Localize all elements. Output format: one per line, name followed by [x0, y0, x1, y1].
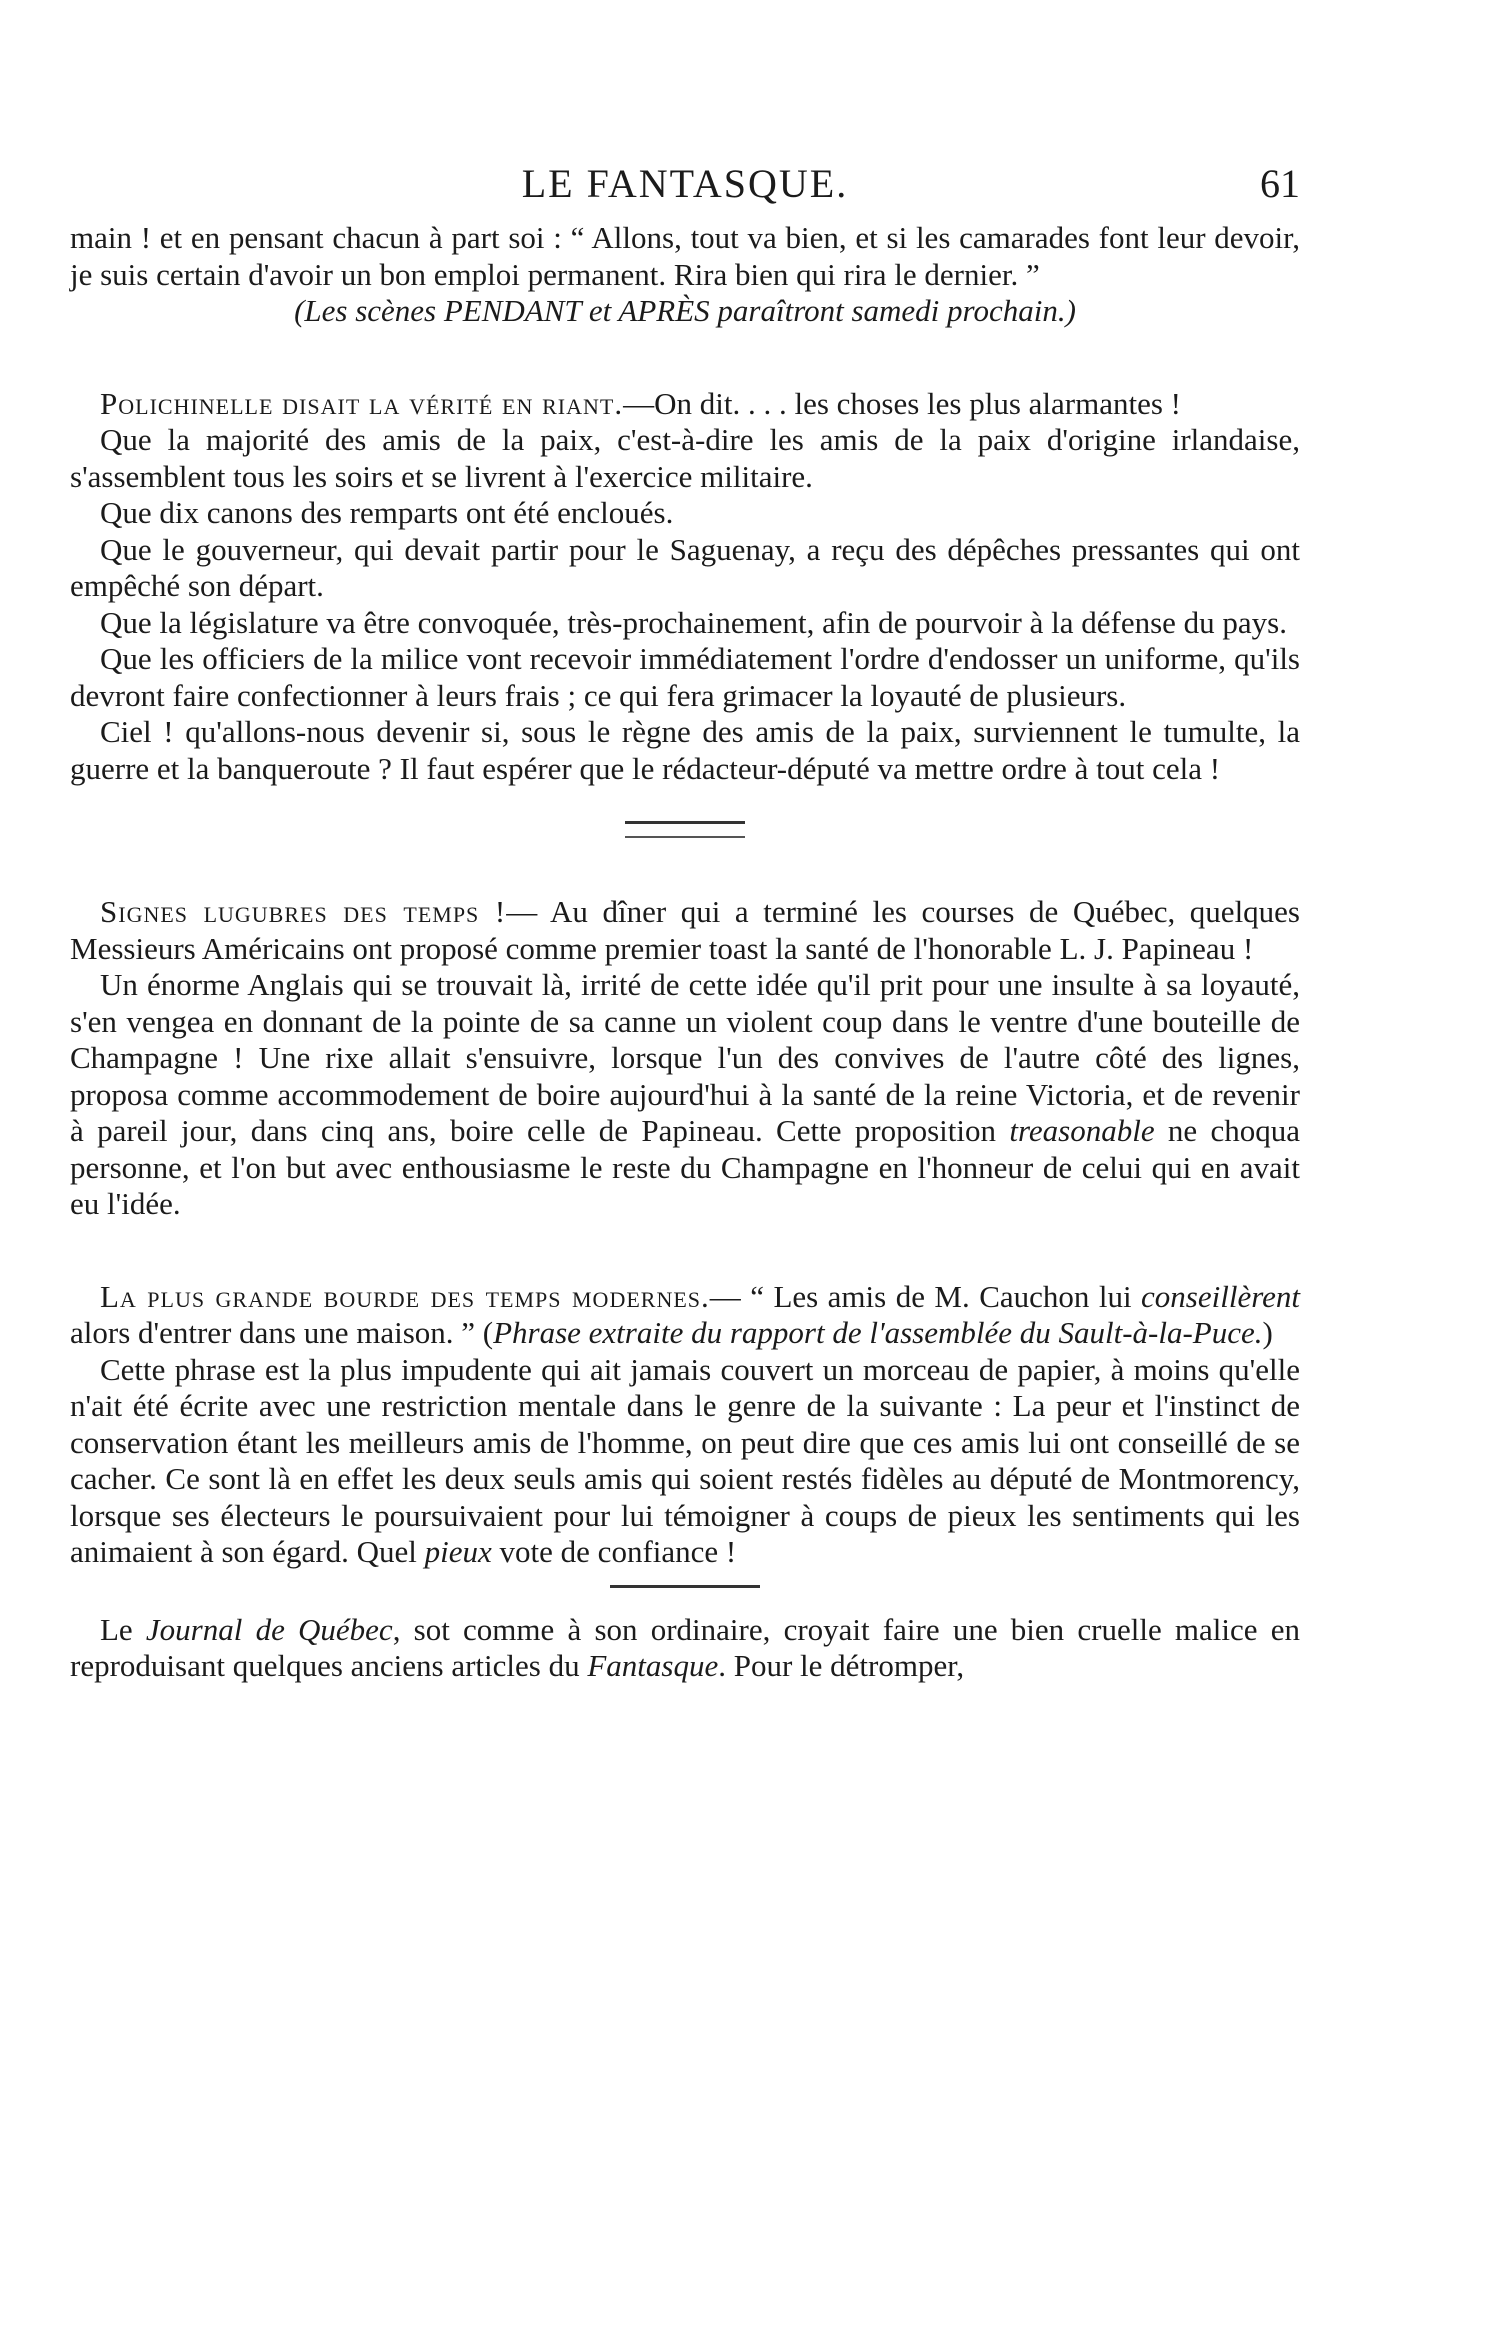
- article-paragraph: Cette phrase est la plus impudente qui ait jamais couvert un morceau de papier, à moins qu'elle n'ait été écrite avec une restriction mentale dans le genre de la suivante : La peur et l'instinct de conservation étant les meilleurs amis de l'homme, on peut dire que ces amis lui ont conseillé de se cacher. Ce sont là en effet les deux seuls amis qui soient restés fidèles au député de Montmorency, lorsque ses électeurs le poursuivaient pour lui témoigner à coups de pieux les sentiments qui les animaient à son égard. Quel pieux vote de confiance !: [70, 1351, 1300, 1569]
- editorial-note: (Les scènes PENDANT et APRÈS paraîtront samedi prochain.): [294, 293, 1076, 328]
- continued-paragraph: main ! et en pensant chacun à part soi : “ Allons, tout va bien, et si les camarades font leur devoir, je suis certain d'avoir un bon emploi permanent. Rira bien qui rira le dernier. ”: [70, 220, 1300, 292]
- article-signes-intro: Signes lugubres des temps !— Au dîner qui a terminé les courses de Québec, quelques Messieurs Américains ont proposé comme premier toast la santé de l'honorable L. J. Papineau !: [70, 894, 1301, 966]
- short-rule: [610, 1585, 760, 1588]
- article-paragraph: Un énorme Anglais qui se trouvait là, irrité de cette idée qu'il prit pour une insulte à sa loyauté, s'en vengea en donnant de la pointe de sa canne un violent coup dans le ventre d'une bouteille de Champagne ! Une rixe allait s'ensuivre, lorsque l'un des convives de l'autre côté des lignes, proposa comme accommodement de boire aujourd'hui à la santé de la reine Victoria, et de revenir à pareil jour, dans cinq ans, boire celle de Papineau. Cette proposition treasonable ne choqua personne, et l'on but avec enthousiasme le reste du Champagne en l'honneur de celui qui en avait eu l'idée.: [70, 967, 1301, 1221]
- running-title: LE FANTASQUE.: [521, 161, 849, 206]
- rumor-item: Que la majorité des amis de la paix, c'est-à-dire les amis de la paix d'origine irlandaise, s'assemblent tous les soirs et se livrent à l'exercice militaire.: [70, 422, 1300, 494]
- article-heading: Signes lugubres des temps !: [100, 894, 507, 929]
- section-ornament: [625, 821, 745, 838]
- article-bourde-intro: La plus grande bourde des temps modernes.— “ Les amis de M. Cauchon lui conseillèrent alors d'entrer dans une maison. ” (Phrase extraite du rapport de l'assemblée du Sault-à-la-Puce.): [70, 1278, 1301, 1350]
- page-number: 61: [1260, 161, 1300, 206]
- rumor-item: Que le gouverneur, qui devait partir pour le Saguenay, a reçu des dépêches pressantes qui ont empêché son départ.: [70, 531, 1300, 603]
- article-heading: Polichinelle disait la vérité en riant.: [100, 385, 624, 421]
- rumor-item: Ciel ! qu'allons-nous devenir si, sous le règne des amis de la paix, surviennent le tumulte, la guerre et la banqueroute ? Il faut espérer que le rédacteur-député va mettre ordre à tout cela !: [70, 714, 1300, 786]
- rumor-item: Que les officiers de la milice vont recevoir immédiatement l'ordre d'endosser un uniforme, qu'ils devront faire confectionner à leurs frais ; ce qui fera grimacer la loyauté de plusieurs.: [70, 641, 1300, 713]
- page-header: [70, 160, 1300, 220]
- article-journal-de-quebec: Le Journal de Québec, sot comme à son ordinaire, croyait faire une bien cruelle malice en reproduisant quelques anciens articles du Fantasque. Pour le détromper,: [70, 1611, 1300, 1683]
- newspaper-page: [70, 160, 1300, 1685]
- article-heading: La plus grande bourde des temps modernes.: [100, 1278, 710, 1314]
- rumor-item: Que la législature va être convoquée, très-prochainement, afin de pourvoir à la défense du pays.: [100, 604, 1287, 640]
- rumor-item: Que dix canons des remparts ont été encloués.: [100, 495, 674, 530]
- article-polichinelle-intro: Polichinelle disait la vérité en riant.—On dit. . . . les choses les plus alarmantes !: [100, 385, 1181, 421]
